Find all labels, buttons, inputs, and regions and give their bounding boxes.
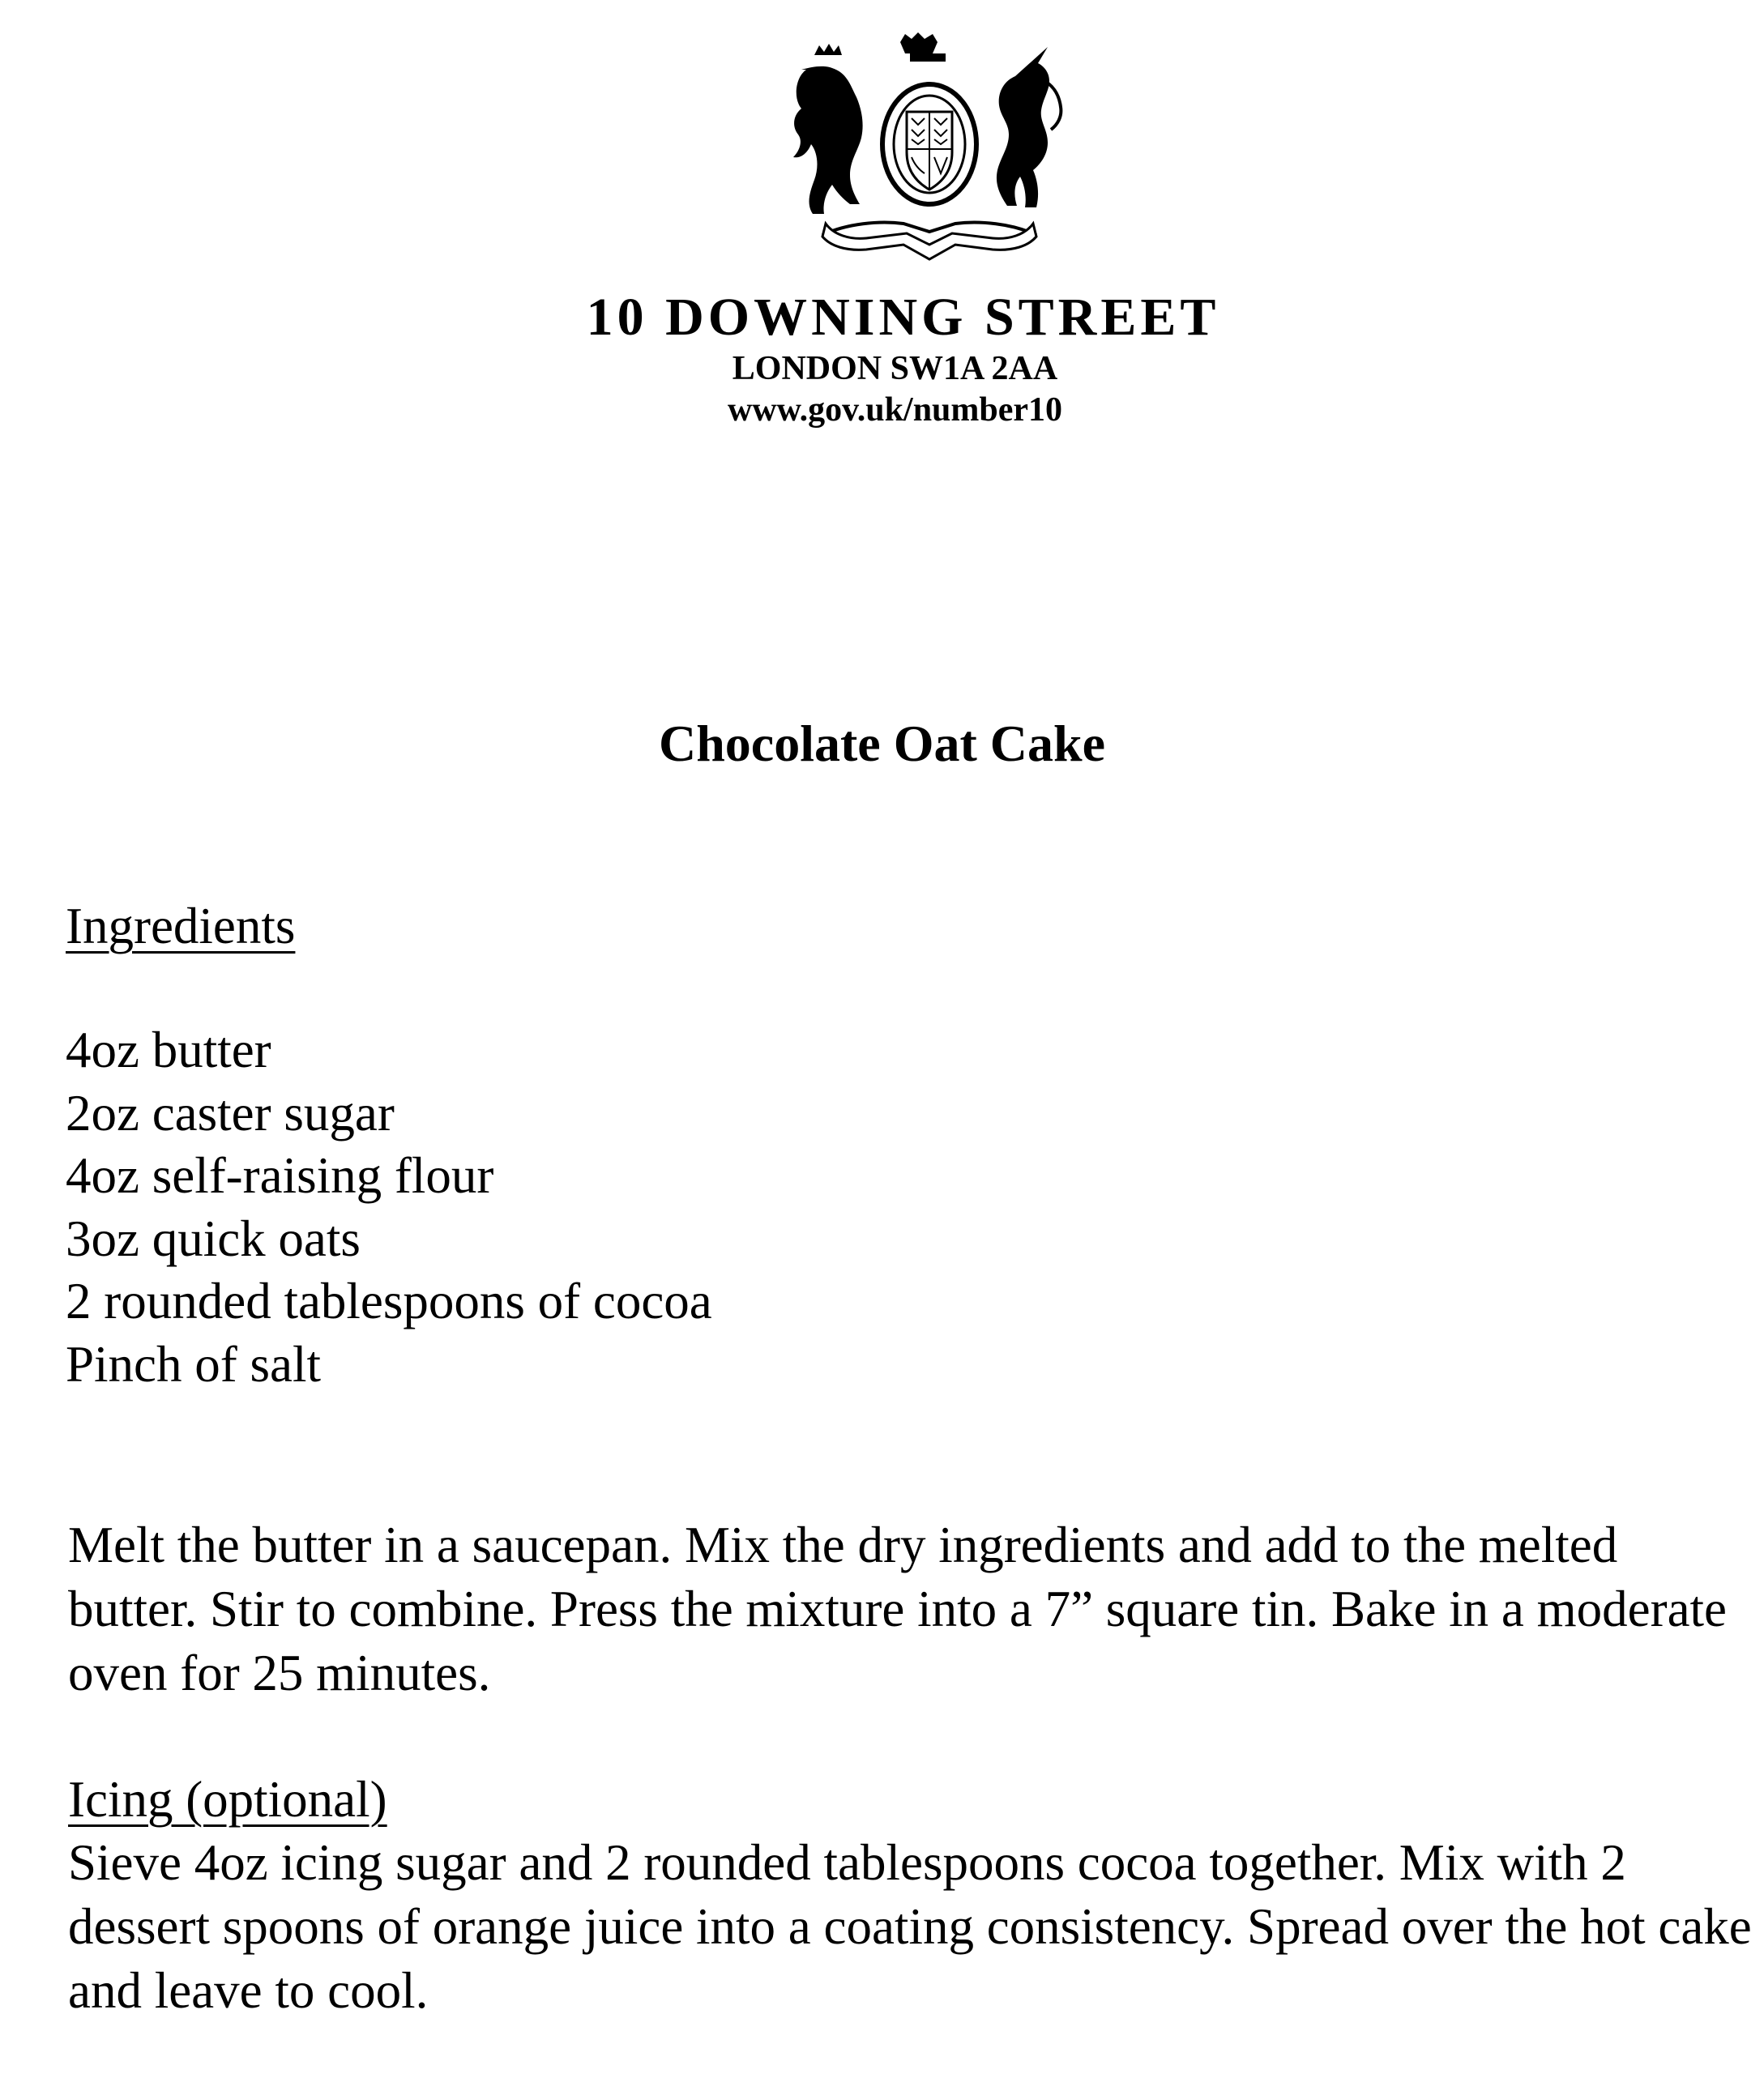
royal-coat-of-arms-logo xyxy=(790,31,1070,274)
method-paragraph: Melt the butter in a saucepan. Mix the dry ingredients and add to the melted butter. Stir to combine. Press the mixture into a 7” square tin. Bake in a moderate oven for 25 minutes. xyxy=(68,1517,1728,1701)
recipe-title: Chocolate Oat Cake xyxy=(658,715,1106,772)
icing-paragraph: Sieve 4oz icing sugar and 2 rounded tablespoons cocoa together. Mix with 2 dessert spoons of orange juice into a coating consistency. Spread over the hot cake and leave to cool. xyxy=(68,1834,1752,2019)
ingredient-list xyxy=(66,1019,712,1396)
ingredient-item: 4oz self-raising flour xyxy=(66,1147,494,1204)
letterhead-website: www.gov.uk/number10 xyxy=(727,391,1063,429)
ingredient-item: 4oz butter xyxy=(66,1022,271,1078)
ingredient-item: 3oz quick oats xyxy=(66,1210,361,1267)
letterhead-address-street: 10 DOWNING STREET xyxy=(586,288,1220,347)
letterhead-address-city: LONDON SW1A 2AA xyxy=(732,350,1058,387)
ingredient-item: 2oz caster sugar xyxy=(66,1084,395,1142)
ingredient-item: Pinch of salt xyxy=(66,1335,321,1393)
ingredient-item: 2 rounded tablespoons of cocoa xyxy=(66,1273,712,1329)
ingredients-heading: Ingredients xyxy=(66,898,296,954)
icing-heading: Icing (optional) xyxy=(68,1771,387,1828)
